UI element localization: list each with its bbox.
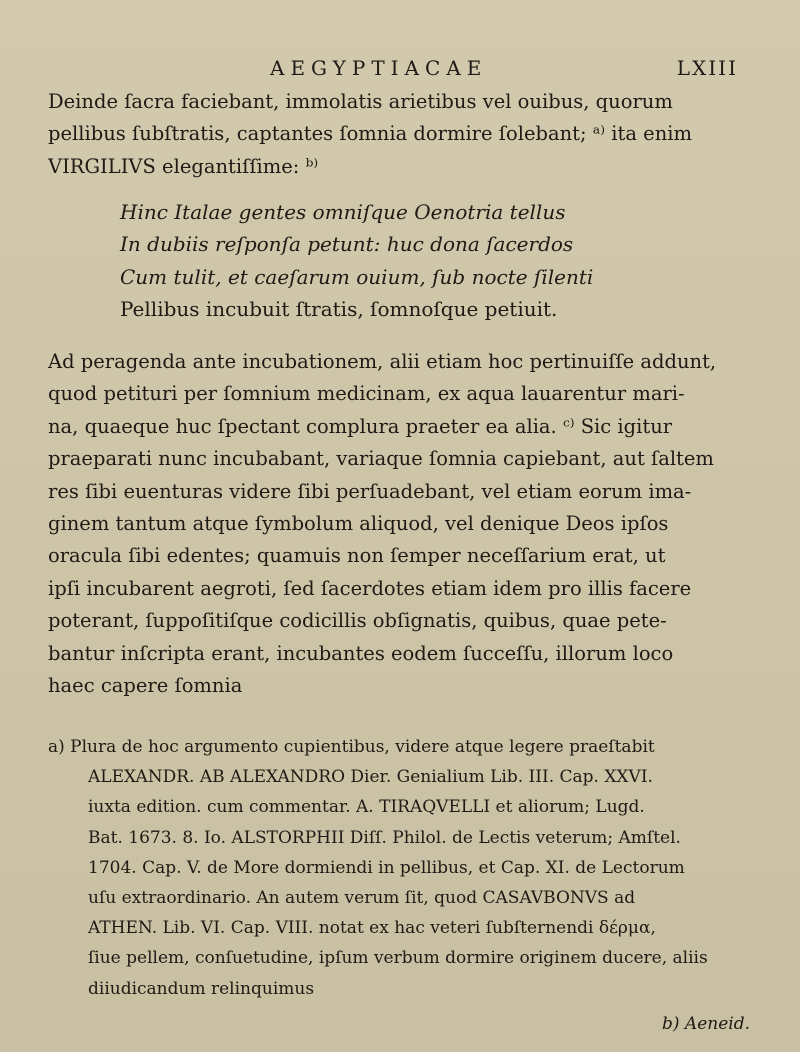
text-line: Ad peragenda ante incubationem, alii etiam hoc pertinuiſſe addunt,	[48, 350, 717, 373]
text-line: bantur inſcripta erant, incubantes eodem ſucceſſu, illorum loco	[48, 641, 674, 665]
footnote-line: 1704. Cap. V. de More dormiendi in pellibus, et Cap. XI. de Lectorum	[88, 857, 685, 878]
footnote-line: ALEXANDR. AB ALEXANDRO Dier. Genialium Lib. III. Cap. XXVI.	[88, 767, 653, 788]
text-line: pellibus ſubſtratis, captantes ſomnia dormire ſolebant; ᵃ⁾ ita enim	[48, 122, 692, 146]
footnote-line: uſu extraordinario. An autem verum ſit, quod CASAVBONVS ad	[88, 887, 636, 908]
verse-line: Cum tulit, et caeſarum ouium, ſub nocte ſilenti	[120, 264, 594, 289]
footnote-line: iuxta edition. cum commentar. A. TIRAQVELLI et aliorum; Lugd.	[88, 797, 645, 818]
footnote-line: a) Plura de hoc argumento cupientibus, videre atque legere praeſtabit	[48, 737, 655, 757]
verse-line: Pellibus incubuit ſtratis, ſomnoſque petiuit.	[120, 297, 558, 322]
footnote-b: b) Aeneid.	[662, 1014, 750, 1034]
page-header	[0, 56, 800, 86]
paragraph-1	[48, 86, 748, 183]
text-line: ipſi incubarent aegroti, ſed ſacerdotes etiam idem pro illis facere	[48, 576, 692, 600]
running-title: AEGYPTIACAE	[270, 56, 488, 80]
footnote-line: Bat. 1673. 8. Io. ALSTORPHII Diſſ. Philol. de Lectis veterum; Amſtel.	[88, 827, 681, 848]
verse-line: In dubiis reſponſa petunt: huc dona ſacerdos	[120, 232, 574, 257]
verse-quotation	[48, 196, 748, 326]
text-line: VIRGILIVS elegantiſſime: ᵇ⁾	[48, 154, 319, 178]
footnote-line: ATHEN. Lib. VI. Cap. VIII. notat ex hac veteri ſubſternendi δέρμα,	[88, 918, 656, 939]
text-line: Deinde ſacra faciebant, immolatis arietibus vel ouibus, quorum	[48, 90, 673, 113]
paragraph-2	[48, 346, 748, 702]
verse-line: Hinc Italae gentes omniſque Oenotria tellus	[120, 200, 566, 224]
text-line: poterant, ſuppoſitiſque codicillis obſignatis, quibus, quae pete-	[48, 609, 667, 633]
footnote-a	[48, 732, 748, 1004]
text-line: res ſibi euenturas videre ſibi perſuadebant, vel etiam eorum ima-	[48, 479, 692, 503]
text-line: praeparati nunc incubabant, variaque ſomnia capiebant, aut ſaltem	[48, 447, 714, 471]
footnote-line: diiudicandum relinquimus	[88, 978, 315, 999]
text-line: oracula ſibi edentes; quamuis non ſemper neceſſarium erat, ut	[48, 544, 666, 568]
page-number: LXIII	[676, 56, 738, 80]
text-line: ginem tantum atque ſymbolum aliquod, vel denique Deos ipſos	[48, 511, 669, 535]
text-line: haec capere ſomnia	[48, 673, 243, 697]
footnote-line: ſiue pellem, conſuetudine, ipſum verbum dormire originem ducere, aliis	[88, 948, 708, 969]
text-line: na, quaeque huc ſpectant complura praeter ea alia. ᶜ⁾ Sic igitur	[48, 414, 673, 438]
text-line: quod petituri per ſomnium medicinam, ex aqua lauarentur mari-	[48, 382, 685, 406]
